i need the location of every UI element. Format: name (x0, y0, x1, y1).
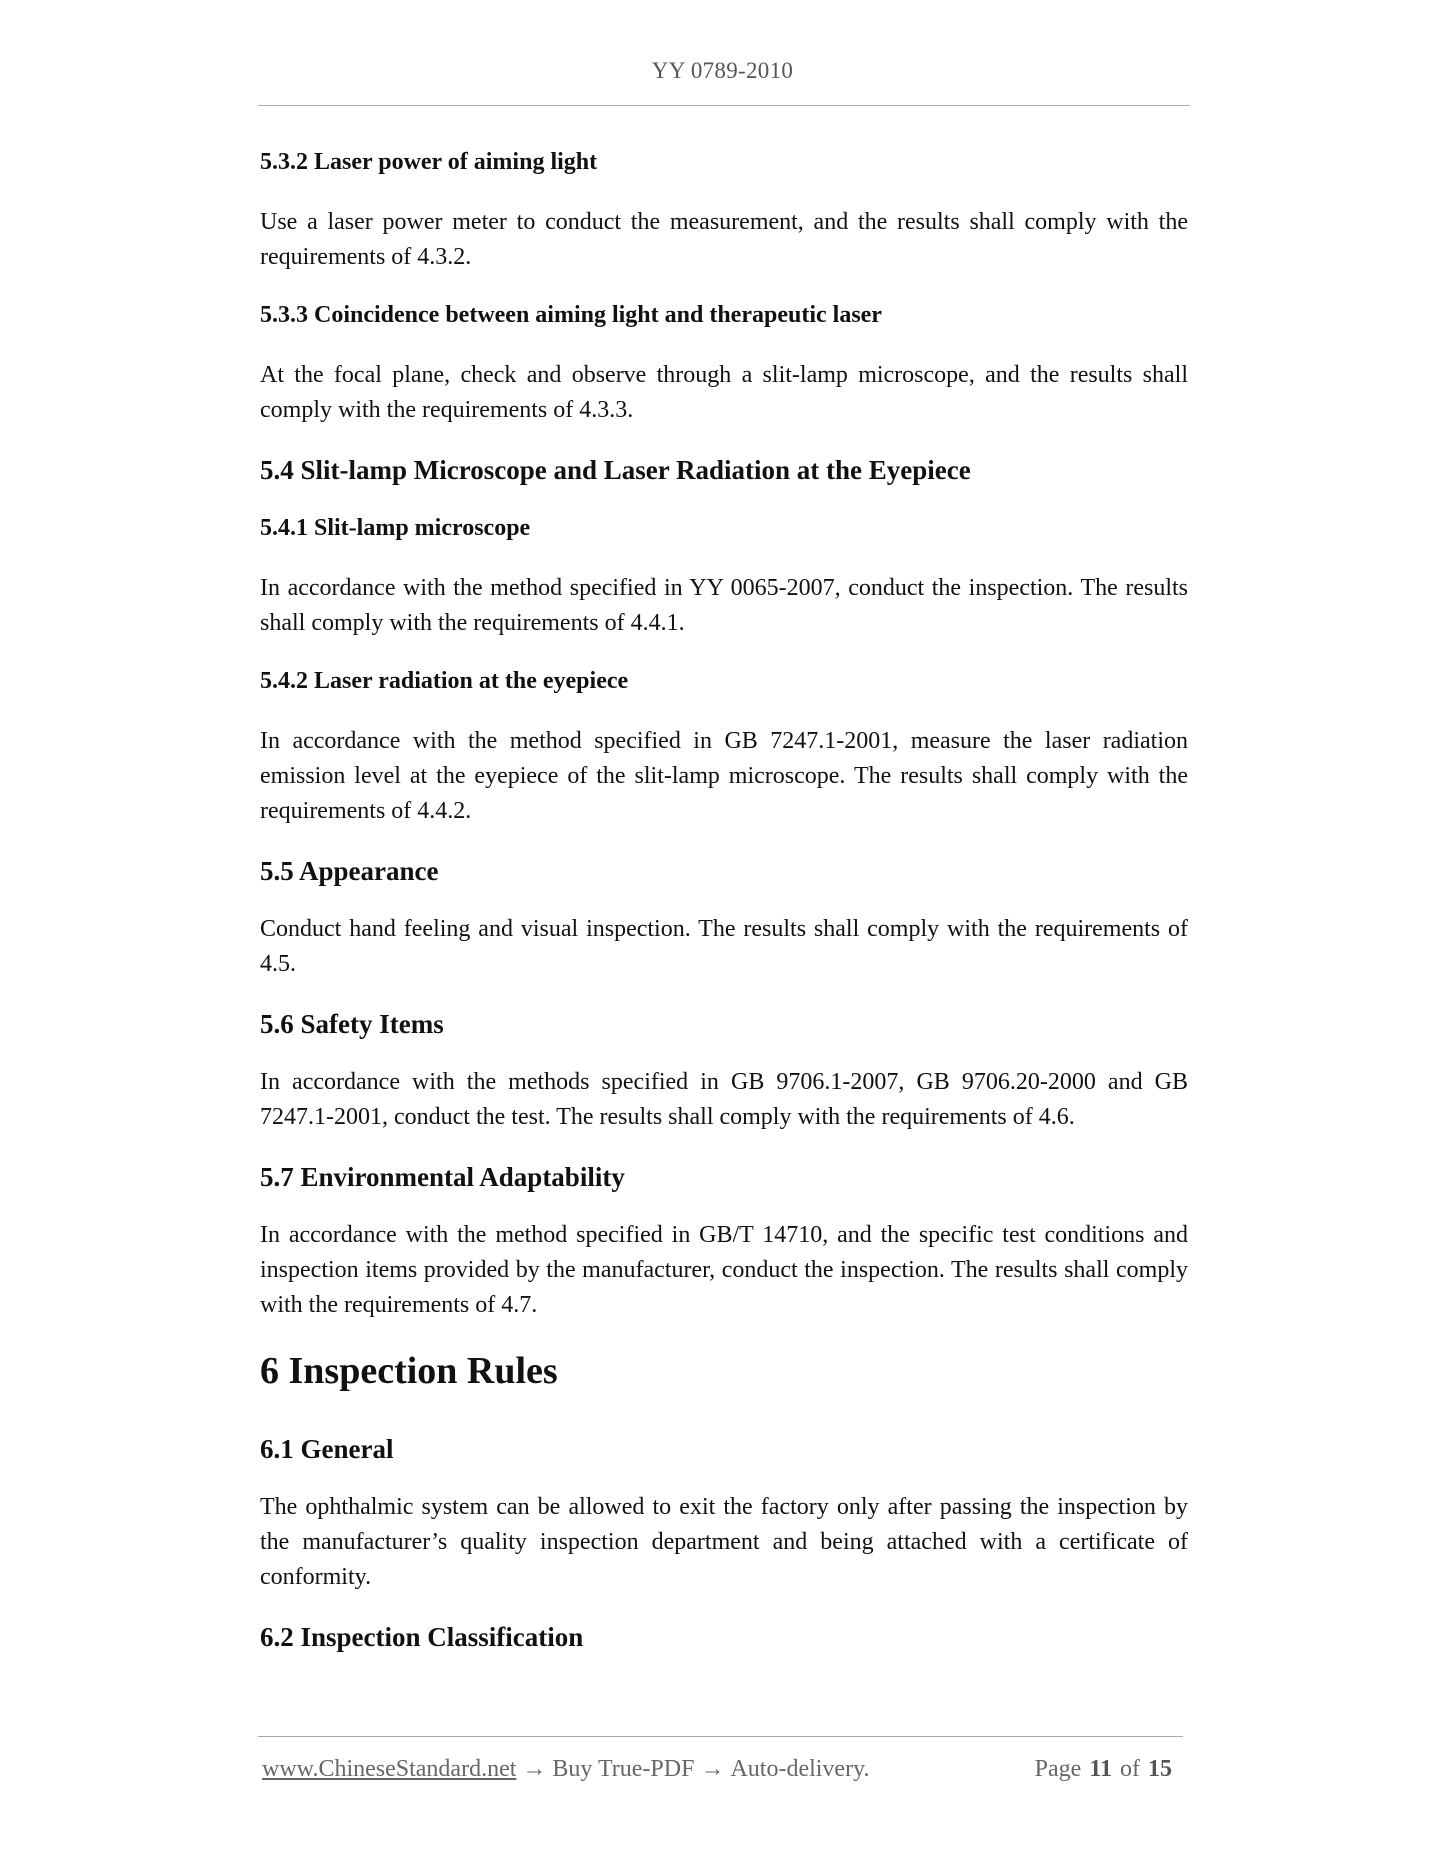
section-5-4-1-heading: 5.4.1 Slit-lamp microscope (260, 515, 531, 541)
section-5-3-2-paragraph: Use a laser power meter to conduct the measurement, and the results shall comply with the requirements of 4.3.2. (260, 209, 1188, 270)
arrow-right-icon: → (700, 1756, 725, 1782)
site-link[interactable]: www.ChineseStandard.net (262, 1756, 517, 1782)
current-page-number: 11 (1089, 1756, 1112, 1782)
section-6-1-paragraph: The ophthalmic system can be allowed to exit the factory only after passing the inspection by the manufacturer’s quality inspection department and being attached with a certificate of conformity. (260, 1494, 1188, 1590)
footer-divider (258, 1736, 1183, 1737)
section-5-3-3-heading: 5.3.3 Coincidence between aiming light and therapeutic laser (260, 302, 882, 328)
section-5-3-3-paragraph: At the focal plane, check and observe through a slit-lamp microscope, and the results shall comply with the requirements of 4.3.3. (260, 362, 1188, 423)
section-5-7-heading: 5.7 Environmental Adaptability (260, 1162, 625, 1192)
page-header: YY 0789-2010 (651, 58, 794, 83)
footer-promo (262, 1756, 870, 1783)
section-5-4-2-paragraph: In accordance with the method specified in GB 7247.1-2001, measure the laser radiation emission level at the eyepiece of the slit-lamp microscope. The results shall comply with the requirements of 4.4.2. (260, 728, 1188, 824)
page-label: Page (1034, 1756, 1082, 1782)
section-5-4-heading: 5.4 Slit-lamp Microscope and Laser Radiation at the Eyepiece (260, 455, 971, 485)
page-counter (1035, 1756, 1180, 1783)
section-5-6-paragraph: In accordance with the methods specified in GB 9706.1-2007, GB 9706.20-2000 and GB 7247.1-2001, conduct the test. The results shall comply with the requirements of 4.6. (260, 1069, 1188, 1130)
section-5-4-2-heading: 5.4.2 Laser radiation at the eyepiece (260, 668, 629, 694)
section-6-1-heading: 6.1 General (260, 1434, 394, 1464)
section-5-6-heading: 5.6 Safety Items (260, 1009, 444, 1039)
section-5-7-paragraph: In accordance with the method specified in GB/T 14710, and the specific test conditions and inspection items provided by the manufacturer, conduct the inspection. The results shall comply with the requirements of 4.7. (260, 1222, 1188, 1318)
header-divider (258, 105, 1190, 106)
section-6-2-heading: 6.2 Inspection Classification (260, 1622, 584, 1652)
section-5-3-2-heading: 5.3.2 Laser power of aiming light (260, 149, 598, 175)
chapter-6-heading: 6 Inspection Rules (260, 1350, 558, 1392)
total-pages-number: 15 (1148, 1756, 1172, 1782)
auto-delivery-text: Auto-delivery. (730, 1756, 870, 1782)
section-5-5-paragraph: Conduct hand feeling and visual inspection. The results shall comply with the requirements of 4.5. (260, 916, 1188, 977)
section-5-4-1-paragraph: In accordance with the method specified in YY 0065-2007, conduct the inspection. The results shall comply with the requirements of 4.4.1. (260, 575, 1188, 636)
of-label: of (1120, 1756, 1140, 1782)
document-body (260, 145, 1188, 1678)
section-5-5-heading: 5.5 Appearance (260, 856, 439, 886)
buy-pdf-text: Buy True-PDF (552, 1756, 695, 1782)
arrow-right-icon: → (522, 1756, 547, 1782)
